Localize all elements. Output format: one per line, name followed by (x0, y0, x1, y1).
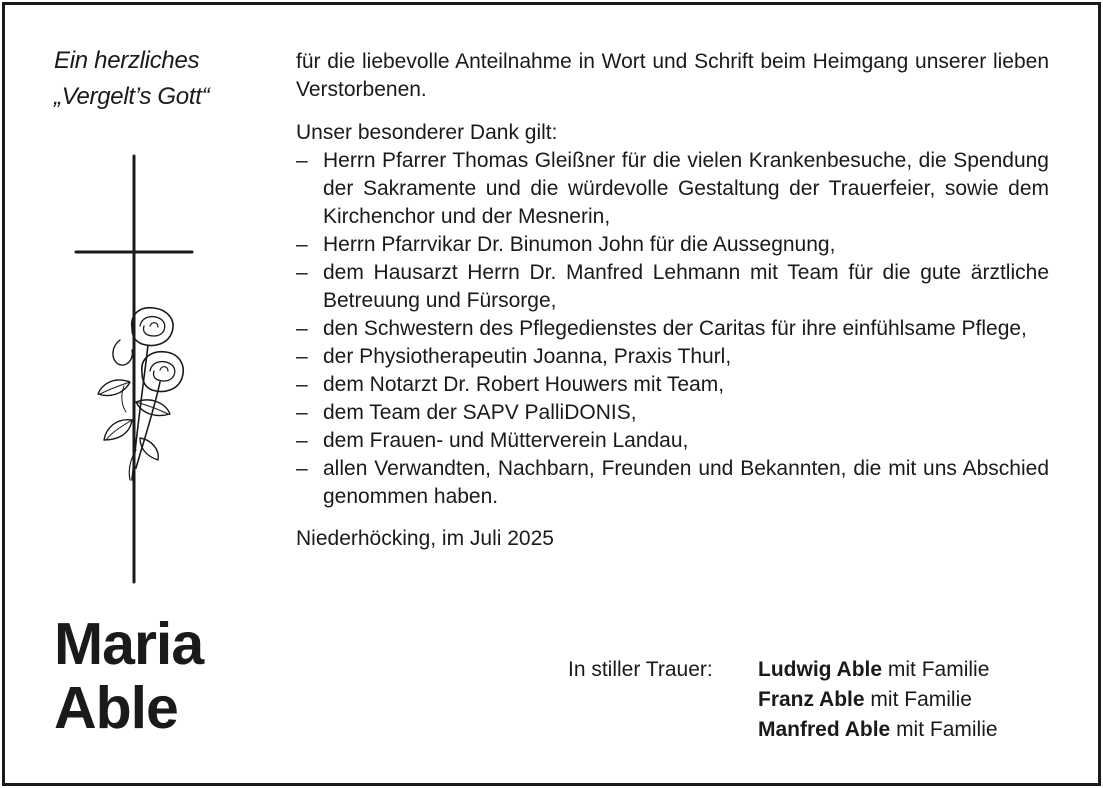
mourner-name: Franz Able (758, 688, 865, 711)
dash-bullet: – (296, 233, 308, 256)
mourner-suffix: mit Familie (890, 718, 998, 741)
dash-bullet: – (296, 149, 308, 172)
dash-bullet: – (296, 429, 308, 452)
list-item-text: Herrn Pfarrvikar Dr. Binumon John für die Aussegnung, (323, 233, 836, 256)
mourner-name: Manfred Able (758, 718, 891, 741)
thanks-heading: Unser besonderer Dank gilt: (296, 121, 558, 144)
deceased-last-name: Able (54, 675, 178, 741)
dash-bullet: – (296, 373, 308, 396)
dash-bullet: – (296, 261, 308, 284)
list-item-text: dem Frauen- und Mütterverein Landau, (323, 429, 689, 452)
cross-with-roses-icon (70, 150, 200, 590)
list-item (296, 343, 1049, 371)
thanks-list (296, 147, 1049, 511)
list-item-text: dem Hausarzt Herrn Dr. Manfred Lehmann mit Team für die gute ärztliche Betreuung und Fürsorge, (323, 261, 1049, 312)
deceased-name (54, 612, 203, 740)
list-item-text: dem Team der SAPV PalliDONIS, (323, 401, 637, 424)
mourners-label: In stiller Trauer: (568, 658, 713, 681)
list-item-text: der Physiotherapeutin Joanna, Praxis Thurl, (323, 345, 732, 368)
list-item-text: dem Notarzt Dr. Robert Houwers mit Team, (323, 373, 725, 396)
mourner-entry (758, 685, 998, 715)
list-item (296, 259, 1049, 315)
place-date: Niederhöcking, im Juli 2025 (296, 527, 554, 550)
dash-bullet: – (296, 345, 308, 368)
list-item-text: allen Verwandten, Nachbarn, Freunden und Bekannten, die mit uns Abschied genommen haben. (323, 457, 1049, 508)
dash-bullet: – (296, 401, 308, 424)
list-item (296, 315, 1049, 343)
dash-bullet: – (296, 317, 308, 340)
list-item (296, 231, 1049, 259)
mourner-suffix: mit Familie (882, 658, 990, 681)
mourner-suffix: mit Familie (864, 688, 972, 711)
deceased-first-name: Maria (54, 611, 204, 677)
list-item (296, 455, 1049, 511)
list-item (296, 399, 1049, 427)
mourners-block (568, 655, 998, 745)
heading-line-1: Ein herzliches (54, 47, 200, 74)
list-item-text: den Schwestern des Pflegedienstes der Caritas für ihre einfühlsame Pflege, (323, 317, 1027, 340)
mourner-entry (758, 715, 998, 745)
list-item (296, 147, 1049, 231)
dash-bullet: – (296, 457, 308, 480)
mourners-list (758, 655, 998, 745)
heading (54, 43, 209, 115)
intro-text: für die liebevolle Anteilnahme in Wort und Schrift beim Heimgang unserer lieben Verstorbenen. (296, 50, 1049, 101)
message-body (296, 48, 1049, 553)
list-item-text: Herrn Pfarrer Thomas Gleißner für die vielen Krankenbesuche, die Spendung der Sakramente und die würdevolle Gestaltung der Trauerfeier, sowie dem Kirchenchor und der Mesnerin, (323, 149, 1049, 228)
list-item (296, 427, 1049, 455)
mourner-entry (758, 655, 998, 685)
heading-line-2: „Vergelt’s Gott“ (54, 83, 210, 110)
list-item (296, 371, 1049, 399)
mourner-name: Ludwig Able (758, 658, 883, 681)
